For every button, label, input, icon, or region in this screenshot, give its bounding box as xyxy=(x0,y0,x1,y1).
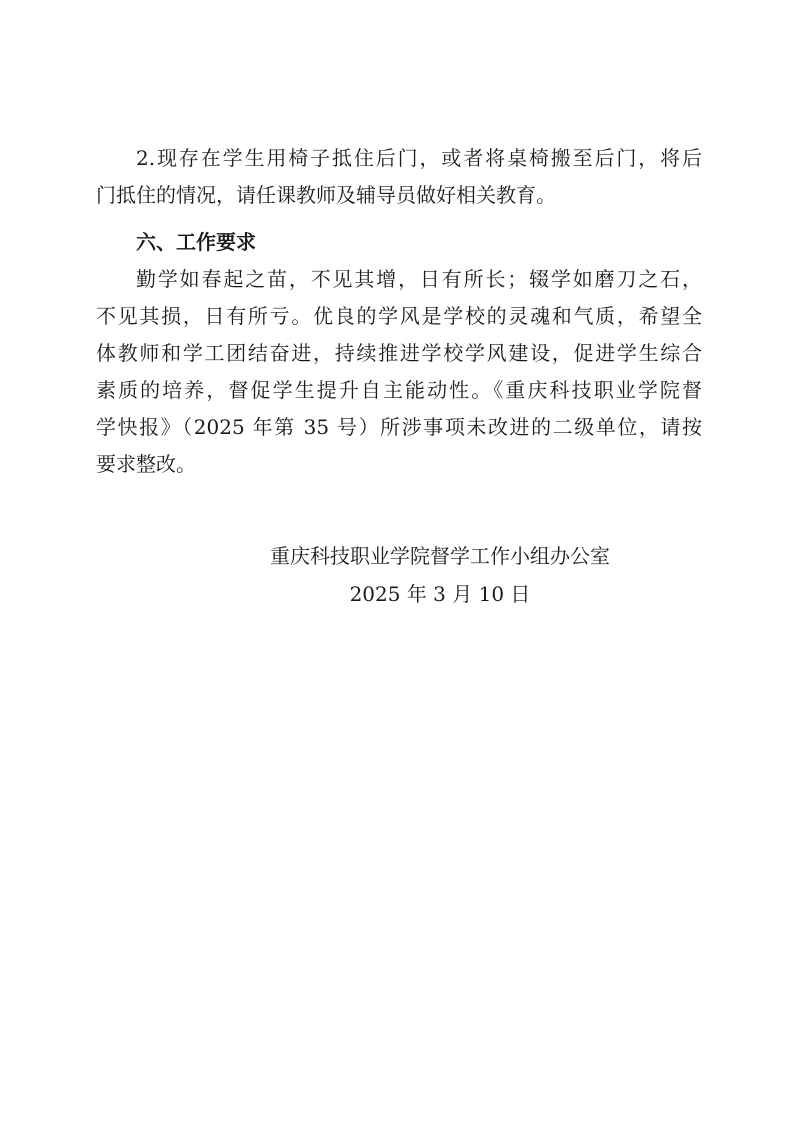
requirement-line-3: 体教师和学工团结奋进，持续推进学校学风建设，促进学生综合 xyxy=(96,341,702,365)
section-heading: 六、工作要求 xyxy=(136,230,256,254)
item-2-line-2: 门抵住的情况，请任课教师及辅导员做好相关教育。 xyxy=(96,183,556,207)
requirement-line-2: 不见其损，日有所亏。优良的学风是学校的灵魂和气质，希望全 xyxy=(96,304,702,328)
requirement-line-6: 要求整改。 xyxy=(96,452,196,476)
signature-date: 2025 年 3 月 10 日 xyxy=(349,582,531,606)
signature-office: 重庆科技职业学院督学工作小组办公室 xyxy=(270,544,610,568)
item-2-line-1: 2.现存在学生用椅子抵住后门，或者将桌椅搬至后门，将后 xyxy=(136,146,702,170)
requirement-line-1: 勤学如春起之苗，不见其增，日有所长；辍学如磨刀之石， xyxy=(136,267,702,291)
requirement-line-5: 学快报》（2025 年第 35 号）所涉事项未改进的二级单位，请按 xyxy=(96,415,702,439)
requirement-line-4: 素质的培养，督促学生提升自主能动性。《重庆科技职业学院督 xyxy=(96,378,702,402)
